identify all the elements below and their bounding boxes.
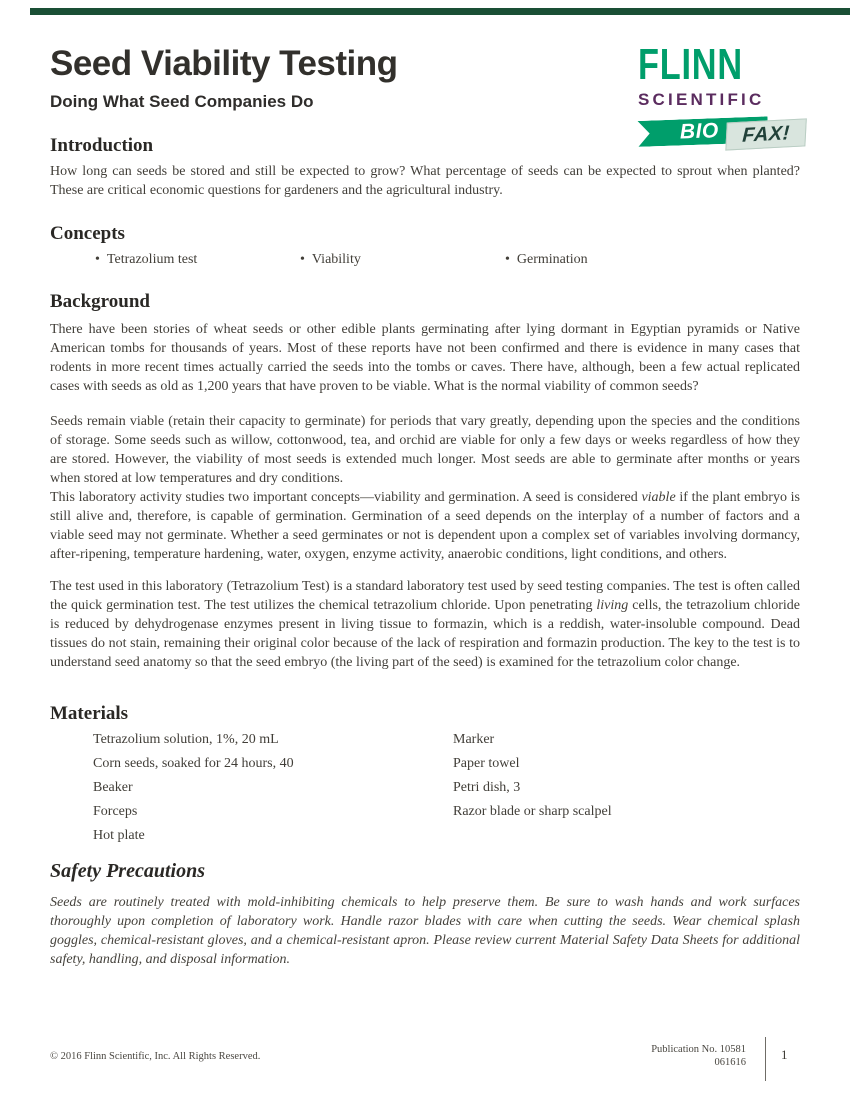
copyright-text: © 2016 Flinn Scientific, Inc. All Rights Reserved. bbox=[50, 1051, 261, 1062]
paragraph-text: This laboratory activity studies two important concepts—viability and germination. A seed is considered bbox=[50, 490, 642, 505]
materials-heading: Materials bbox=[50, 703, 129, 724]
italic-term: viable bbox=[641, 490, 676, 505]
material-item: Paper towel bbox=[453, 756, 520, 771]
page-number: 1 bbox=[781, 1047, 788, 1062]
material-item: Corn seeds, soaked for 24 hours, 40 bbox=[93, 756, 294, 771]
materials-row bbox=[93, 828, 793, 852]
bio-label: BIO bbox=[679, 119, 720, 144]
materials-row bbox=[93, 756, 793, 780]
publication-date-code: 061616 bbox=[714, 1057, 746, 1068]
biofax-ribbon bbox=[637, 112, 806, 154]
material-item: Hot plate bbox=[93, 828, 145, 843]
background-paragraph-2: Seeds remain viable (retain their capacity to germinate) for periods that vary greatly, depending upon the species and the conditions of storage. Some seeds such as willow, cottonwood, tea, and orchid are viable for only a few days or weeks regardless of how they are stored. However, the viability of most seeds is extended much longer. Most seeds are able to germinate after months or years when stored at low temperatures and dry conditions. bbox=[50, 414, 800, 486]
page-title: Seed Viability Testing bbox=[50, 44, 398, 83]
concept-item: • Viability bbox=[300, 252, 361, 268]
material-item: Marker bbox=[453, 732, 495, 747]
materials-row bbox=[93, 732, 793, 756]
background-paragraph-3 bbox=[50, 488, 800, 564]
flinn-scientific-logo bbox=[638, 40, 813, 154]
scientific-wordmark: SCIENTIFIC bbox=[638, 90, 765, 109]
materials-list bbox=[93, 732, 793, 852]
header-rule bbox=[30, 8, 850, 15]
safety-precautions-paragraph: Seeds are routinely treated with mold-inhibiting chemicals to help preserve them. Be sure to wash hands and work surfaces thoroughly upon completion of laboratory work. Handle razor blades with care when cutting the seeds. Wear chemical splash goggles, chemical-resistant gloves, and a chemical-resistant apron. Please review current Material Safety Data Sheets for additional safety, handling, and disposal information. bbox=[50, 895, 800, 967]
material-item: Petri dish, 3 bbox=[453, 780, 521, 795]
safety-precautions-heading: Safety Precautions bbox=[50, 860, 205, 882]
materials-row bbox=[93, 804, 793, 828]
material-item: Tetrazolium solution, 1%, 20 mL bbox=[93, 732, 279, 747]
page-subtitle: Doing What Seed Companies Do bbox=[50, 92, 314, 111]
concept-item: • Tetrazolium test bbox=[95, 252, 197, 268]
material-item: Forceps bbox=[93, 804, 138, 819]
footer-divider bbox=[765, 1037, 766, 1081]
flinn-wordmark: FLINN bbox=[638, 40, 743, 89]
publication-info bbox=[600, 1043, 746, 1069]
fax-tag bbox=[725, 118, 807, 150]
concepts-list bbox=[0, 252, 850, 270]
introduction-paragraph: How long can seeds be stored and still be expected to grow? What percentage of seeds can be expected to sprout when planted? These are critical economic questions for gardeners and the agricultural industry. bbox=[50, 164, 800, 198]
italic-term: living bbox=[596, 598, 629, 613]
publication-number: Publication No. 10581 bbox=[651, 1044, 746, 1055]
fax-label: FAX! bbox=[741, 121, 791, 147]
concepts-heading: Concepts bbox=[50, 223, 125, 244]
materials-row bbox=[93, 780, 793, 804]
paragraph-text: if the plant embryo is still alive and, therefore, is capable of germination. Germination of a seed depends on the interplay of a number of factors and a viable seed may not germinate. Whether a seed germinates or not is dependent upon a complex set of variables involving dormancy, after-ripening, temperature hardening, water, oxygen, enzyme activity, anaerobic conditions, light conditions, and others. bbox=[50, 490, 800, 562]
paragraph-text: The test used in this laboratory (Tetrazolium Test) is a standard laboratory test used by seed testing companies. The test is often called the quick germination test. The test utilizes the chemical tetrazolium chloride. Upon penetrating bbox=[50, 579, 800, 613]
background-paragraph-4 bbox=[50, 577, 800, 672]
material-item: Beaker bbox=[93, 780, 133, 795]
background-paragraph-1: There have been stories of wheat seeds or other edible plants germinating after lying dormant in Egyptian pyramids or Native American tombs for thousands of years. Most of these reports have not been confirmed and there is evidence in many cases that rodents in more recent times actually carried the seeds into the tombs or caves. There have, although, been a few actual replicated cases with seeds as old as 1,200 years that have proven to be viable. What is the normal viability of common seeds? bbox=[50, 322, 800, 394]
introduction-heading: Introduction bbox=[50, 135, 154, 156]
material-item: Razor blade or sharp scalpel bbox=[453, 804, 612, 819]
background-heading: Background bbox=[50, 291, 150, 312]
concept-item: • Germination bbox=[505, 252, 588, 268]
paragraph-text: cells, the tetrazolium chloride is reduced by dehydrogenase enzymes present in living tissue to formazin, which is a reddish, water-insoluble compound. Dead tissues do not stain, remaining their original color because of the lack of respiration and formazin production. The key to the test is to understand seed anatomy so that the seed embryo (the living part of the seed) is examined for the tetrazolium color change. bbox=[50, 598, 800, 670]
